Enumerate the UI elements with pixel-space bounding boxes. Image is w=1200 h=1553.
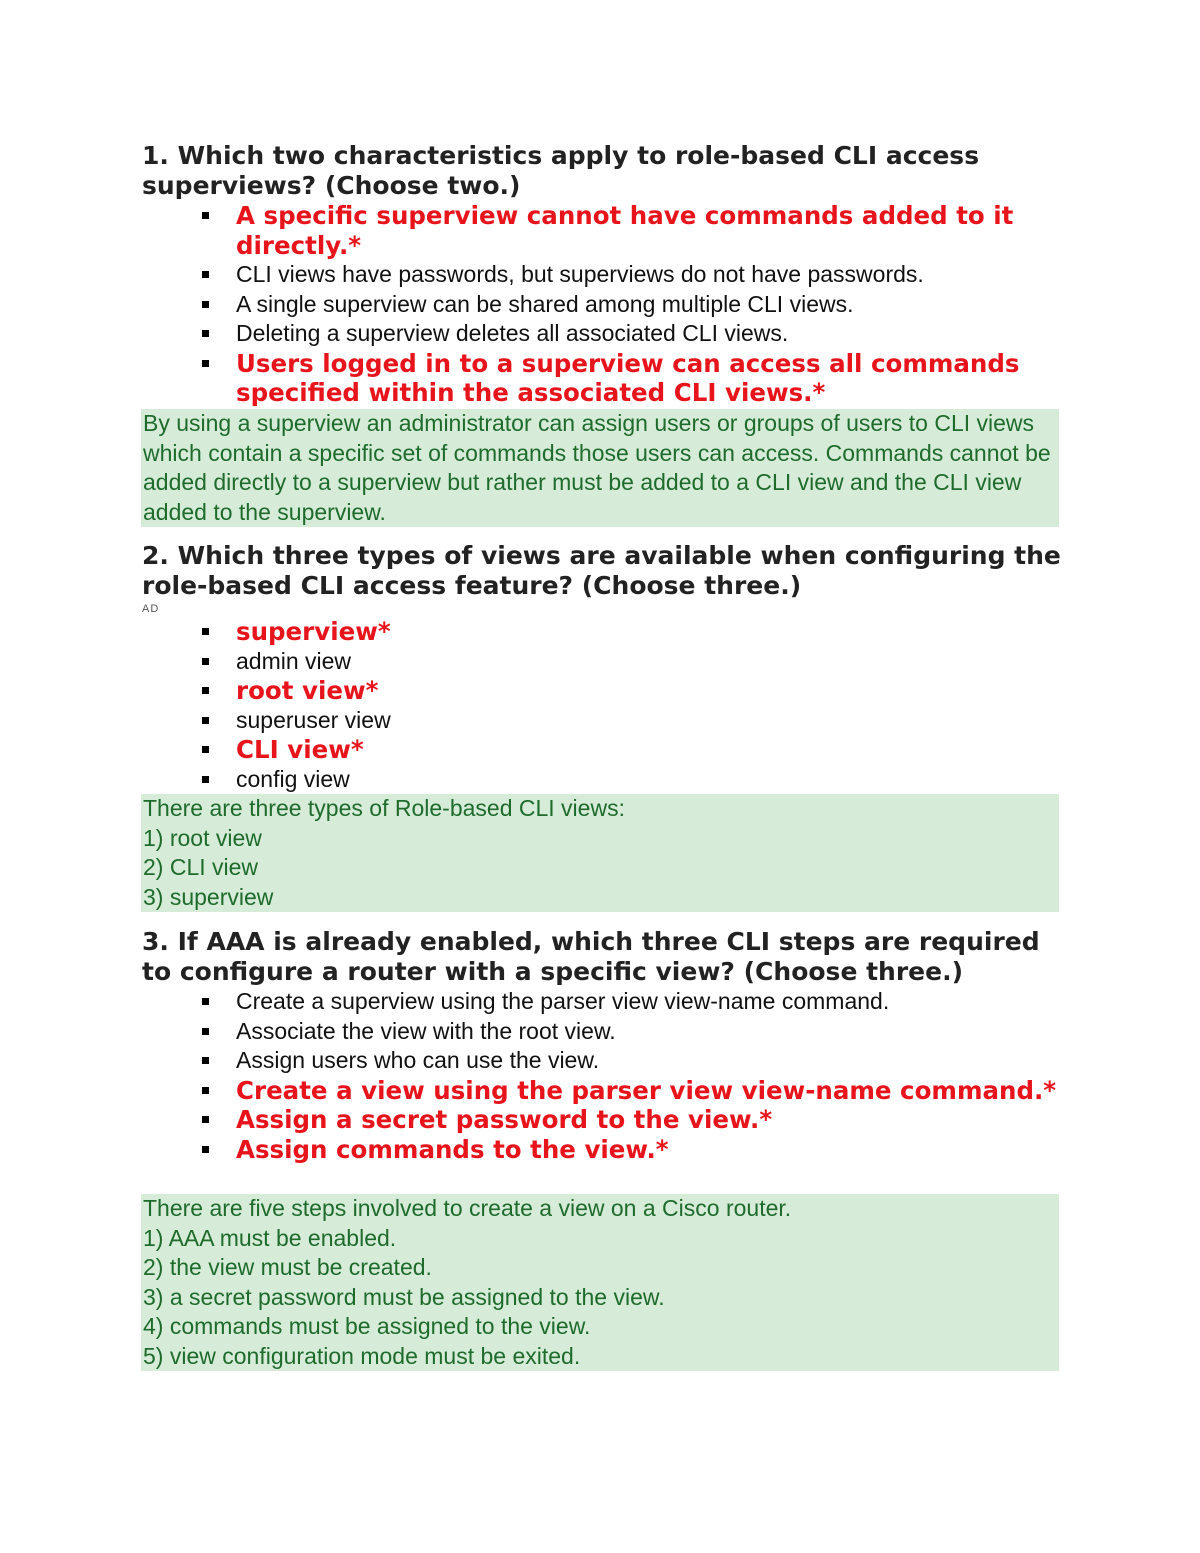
answer-option-text: Deleting a superview deletes all associated CLI views. [236,320,789,346]
answer-option [0,765,1066,795]
question-1-explanation [141,409,1059,527]
bullet-icon [202,687,209,694]
answer-option-text: superview* [236,617,391,646]
answer-option [0,319,1066,349]
bullet-icon [202,658,209,665]
explanation-line: 3) a secret password must be assigned to the view. [143,1283,665,1310]
explanation-line: 1) AAA must be enabled. [143,1224,397,1251]
answer-option-correct [0,1076,1066,1106]
answer-option-text: Assign a secret password to the view.* [236,1105,773,1134]
answer-option-correct [0,1135,1066,1165]
answer-option-text: superuser view [236,706,391,733]
answer-option-text: A specific superview cannot have commands added to it directly.* [236,201,1014,260]
answer-option [0,290,1066,320]
question-1-title: 1. Which two characteristics apply to role-based CLI access superviews? (Choose two.) [142,141,980,200]
explanation-line: 2) the view must be created. [143,1254,432,1280]
explanation-line: By using a superview an administrator can assign users or groups of users to CLI views which contain a specific set of commands those users can access. Commands cannot be added directly to a superview but rather must be added to a CLI view and the CLI view added to the superview. [143,410,1051,525]
answer-option [0,1046,1066,1076]
answer-option-text: root view* [236,676,379,705]
explanation-line: 5) view configuration mode must be exited. [143,1342,581,1369]
bullet-icon [202,717,209,724]
bullet-icon [202,301,209,308]
question-3-options [0,987,1200,1164]
answer-option [0,706,1066,736]
bullet-icon [202,1146,209,1153]
bullet-icon [202,330,209,337]
question-2-options [0,617,1200,794]
answer-option [0,1017,1066,1047]
bullet-icon [202,1116,209,1123]
ad-label: AD [142,603,160,615]
bullet-icon [202,271,209,278]
bullet-icon [202,360,209,367]
answer-option-text: CLI views have passwords, but superviews do not have passwords. [236,261,924,287]
explanation-line: There are five steps involved to create a view on a Cisco router. [143,1195,792,1221]
answer-option-text: admin view [236,647,352,674]
explanation-line: 2) CLI view [143,854,259,880]
bullet-icon [202,628,209,635]
question-2-title: 2. Which three types of views are available when configuring the role-based CLI access feature? (Choose three.) [142,541,1061,600]
bullet-icon [202,998,209,1005]
bullet-icon [202,1028,209,1035]
bullet-icon [202,212,209,219]
explanation-line: 1) root view [143,824,262,851]
answer-option-text: Associate the view with the root view. [236,1017,616,1044]
answer-option-correct [0,735,1066,765]
answer-option-correct [0,676,1066,706]
question-2-explanation [141,794,1059,912]
explanation-line: There are three types of Role-based CLI views: [143,795,625,821]
bullet-icon [202,746,209,753]
answer-option-text: Create a view using the parser view view-name command.* [236,1075,1057,1105]
answer-option-correct [0,1105,1066,1135]
question-3-title: 3. If AAA is already enabled, which three CLI steps are required to configure a router with a specific view? (Choose three.) [142,927,1040,986]
explanation-line: 3) superview [143,883,274,910]
answer-option [0,987,1066,1017]
question-3-explanation [141,1194,1059,1371]
answer-option-text: config view [236,765,350,792]
answer-option-correct [0,201,1066,260]
answer-option [0,260,1066,290]
bullet-icon [202,1087,209,1094]
answer-option-correct [0,617,1066,647]
answer-option-text: Create a superview using the parser view view-name command. [236,988,890,1014]
answer-option-correct [0,349,1066,408]
answer-option-text: Assign users who can use the view. [236,1047,600,1073]
answer-option-text: Users logged in to a superview can access all commands specified within the associated CLI views.* [236,348,1020,407]
explanation-line: 4) commands must be assigned to the view. [143,1313,591,1339]
question-1-options [0,201,1200,408]
answer-option-text: CLI view* [236,735,364,764]
answer-option-text: Assign commands to the view.* [236,1134,669,1164]
answer-option [0,647,1066,677]
bullet-icon [202,776,209,783]
bullet-icon [202,1057,209,1064]
answer-option-text: A single superview can be shared among multiple CLI views. [236,290,854,317]
